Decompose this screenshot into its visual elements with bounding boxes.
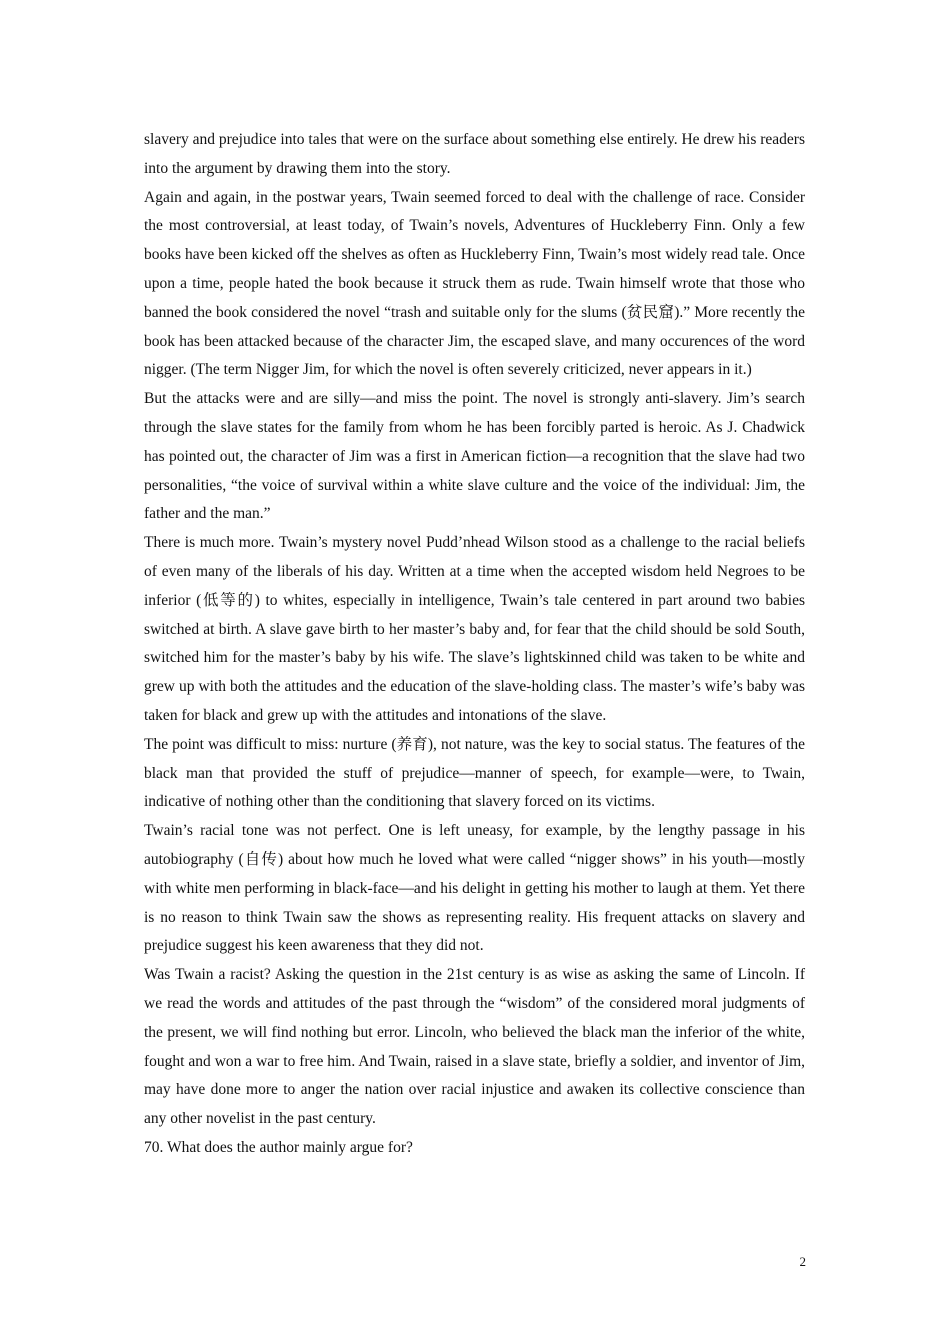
- question-70: 70. What does the author mainly argue for?: [144, 1138, 413, 1156]
- page-number: 2: [799, 1254, 806, 1269]
- paragraph-7: Was Twain a racist? Asking the question in the 21st century is as wise as asking the same of Lincoln. If we read the words and attitudes of the past through the “wisdom” of the considered moral judgments of the present, we will find nothing but error. Lincoln, who believed the black man the inferior of the white, fought and won a war to free him. And Twain, raised in a slave state, briefly a soldier, and inventor of Jim, may have done more to anger the nation over racial injustice and awaken its collective conscience than any other novelist in the past century.: [144, 966, 805, 1128]
- paragraph-1: slavery and prejudice into tales that were on the surface about something else entirely. He drew his readers into the argument by drawing them into the story.: [144, 131, 805, 177]
- paragraph-2: Again and again, in the postwar years, Twain seemed forced to deal with the challenge of race. Consider the most controversial, at least today, of Twain’s novels, Adventures of Huckleberry Finn. Only a few books have been kicked off the shelves as often as Huckleberry Finn, Twain’s most widely read tale. Once upon a time, people hated the book because it struck them as rude. Twain himself wrote that those who banned the book considered the novel “trash and suitable only for the slums (贫民窟).” More recently the book has been attacked because of the character Jim, the escaped slave, and many occurences of the word nigger. (The term Nigger Jim, for which the novel is often severely criticized, never appears in it.): [144, 188, 805, 379]
- paragraph-3: But the attacks were and are silly—and miss the point. The novel is strongly anti-slavery. Jim’s search through the slave states for the family from whom he has been forcibly parted is heroic. As J. Chadwick has pointed out, the character of Jim was a first in American fiction—a recognition that the slave had two personalities, “the voice of survival within a white slave culture and the voice of the individual: Jim, the father and the man.”: [144, 390, 805, 523]
- paragraph-4: There is much more. Twain’s mystery novel Pudd’nhead Wilson stood as a challenge to the racial beliefs of even many of the liberals of his day. Written at a time when the accepted wisdom held Negroes to be inferior (低等的) to whites, especially in intelligence, Twain’s tale centered in part around two babies switched at birth. A slave gave birth to her master’s baby and, for fear that the child should be sold South, switched him for the master’s baby by his wife. The slave’s lightskinned child was taken to be white and grew up with both the attitudes and the education of the slave-holding class. The master’s wife’s baby was taken for black and grew up with the attitudes and intonations of the slave.: [144, 534, 805, 724]
- document-body: [144, 126, 805, 1163]
- paragraph-5: The point was difficult to miss: nurture (养育), not nature, was the key to social status. The features of the black man that provided the stuff of prejudice—manner of speech, for example—were, to Twain, indicative of nothing other than the conditioning that slavery forced on its victims.: [144, 735, 805, 811]
- paragraph-6: Twain’s racial tone was not perfect. One is left uneasy, for example, by the lengthy passage in his autobiography (自传) about how much he loved what were called “nigger shows” in his youth—mostly with white men performing in black-face—and his delight in getting his mother to laugh at them. Yet there is no reason to think Twain saw the shows as representing reality. His frequent attacks on slavery and prejudice suggest his keen awareness that they did not.: [144, 822, 805, 955]
